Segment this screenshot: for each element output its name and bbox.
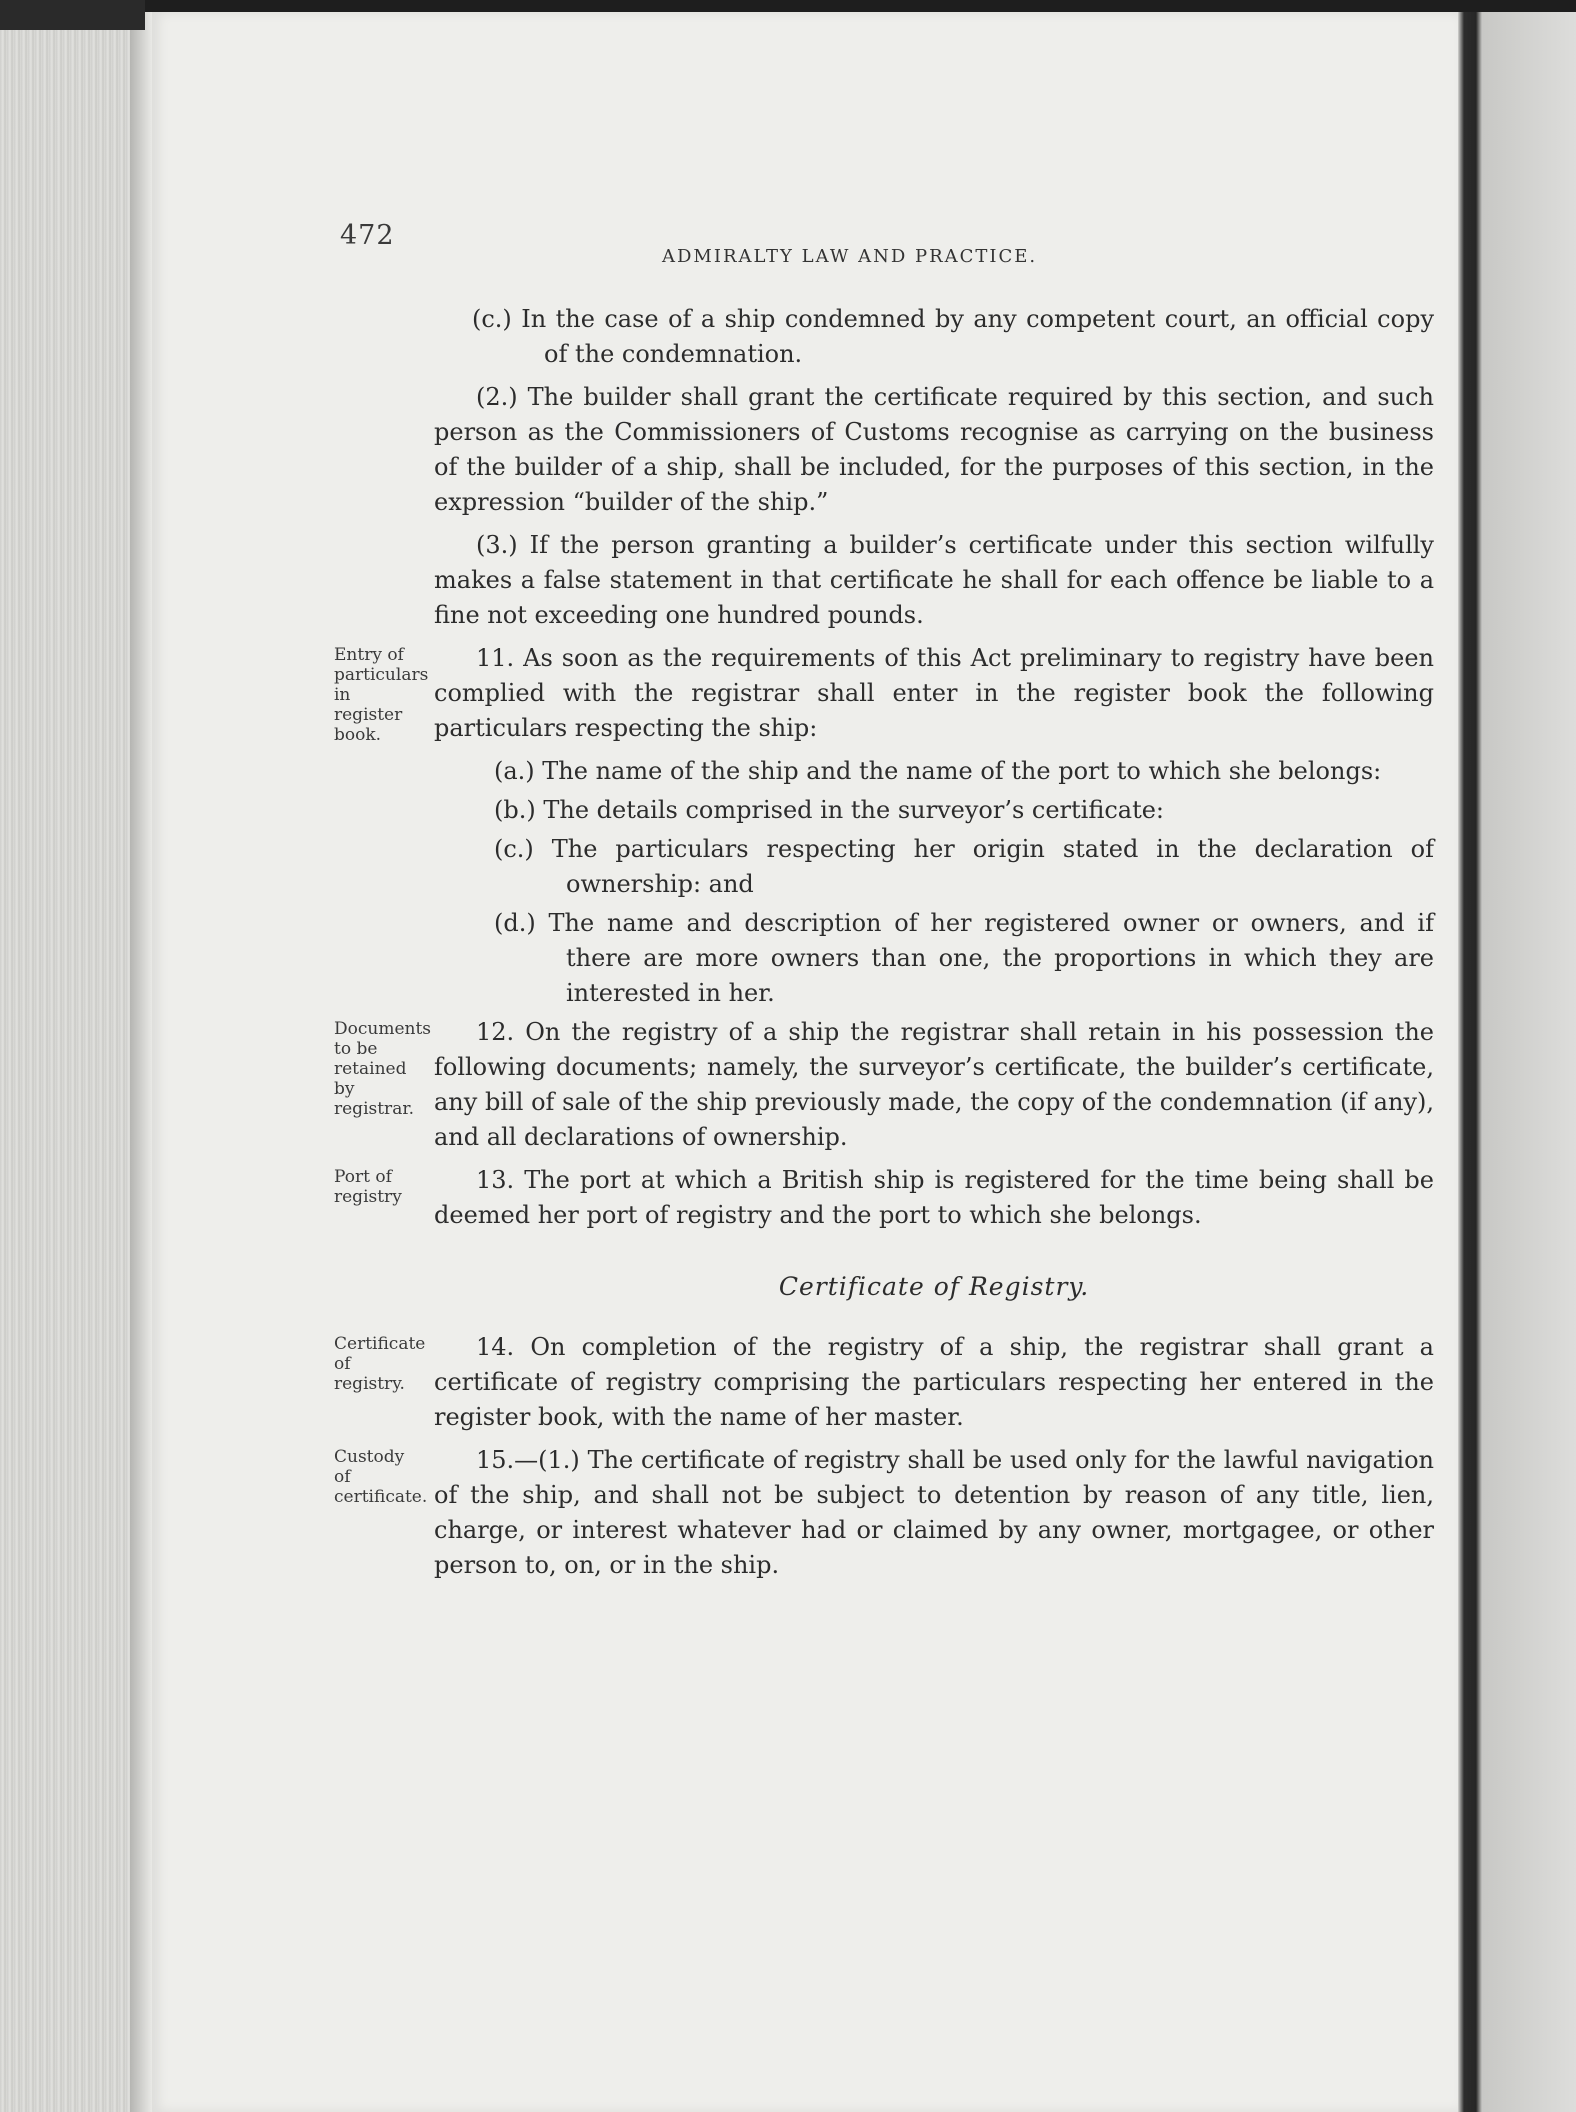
section-11 <box>334 641 1434 746</box>
marginal-note-11: Entry of particulars in register book. <box>334 645 429 745</box>
gutter-shadow <box>130 0 152 2112</box>
book-page <box>152 12 1458 2112</box>
scan-top-border <box>0 0 1576 12</box>
subsection-2-builder: (2.) The builder shall grant the certificate required by this section, and such person as the Commissioners of Customs recognise as carrying on the business of the builder of a ship, shall be included, for the purposes of this section, in the expression “builder of the ship.” <box>434 383 1434 516</box>
marginal-note-12: Documents to be retained by registrar. <box>334 1019 432 1119</box>
page-number: 472 <box>340 220 395 251</box>
page-body <box>334 302 1434 1591</box>
marginal-note-13: Port of registry <box>334 1167 402 1207</box>
subsection-3-false-statement: (3.) If the person granting a builder’s certificate under this section wilfully makes a false statement in that certificate he shall for each offence be liable to a fine not exceeding one hundred pounds. <box>434 531 1434 629</box>
facing-page-edge <box>1458 0 1576 2112</box>
section-15 <box>334 1443 1434 1583</box>
section-11-item-c: (c.) The particulars respecting her origin stated in the declaration of ownership: and <box>494 835 1434 898</box>
section-15-text: 15.—(1.) The certificate of registry shall be used only for the lawful navigation of the ship, and shall not be subject to detention by reason of any title, lien, charge, or interest whatever had or claimed by any owner, mortgagee, or other person to, on, or in the ship. <box>434 1446 1434 1579</box>
section-11-item-a: (a.) The name of the ship and the name of the port to which she belongs: <box>494 757 1382 785</box>
running-head: ADMIRALTY LAW AND PRACTICE. <box>662 246 1038 267</box>
section-13 <box>334 1163 1434 1233</box>
section-11-item-d: (d.) The name and description of her registered owner or owners, and if there are more owners than one, the proportions in which they are interested in her. <box>494 909 1434 1007</box>
page-edge-stack <box>0 0 150 2112</box>
clause-c-condemnation: (c.) In the case of a ship condemned by any competent court, an official copy of the condemnation. <box>472 305 1434 368</box>
marginal-note-14: Certificate of registry. <box>334 1334 426 1394</box>
section-12-text: 12. On the registry of a ship the registrar shall retain in his possession the following documents; namely, the surveyor’s certificate, the builder’s certificate, any bill of sale of the ship previously made, the copy of the condemnation (if any), and all declarations of ownership. <box>434 1018 1434 1151</box>
section-11-text: 11. As soon as the requirements of this Act preliminary to registry have been complied with the registrar shall enter in the register book the following particulars respecting the ship: <box>434 644 1434 742</box>
section-heading: Certificate of Registry. <box>778 1272 1090 1301</box>
marginal-note-15: Custody of certificate. <box>334 1447 428 1507</box>
scan-corner-mark <box>0 0 145 30</box>
section-14-text: 14. On completion of the registry of a ship, the registrar shall grant a certificate of registry comprising the particulars respecting her entered in the register book, with the name of her master. <box>434 1333 1434 1431</box>
section-12 <box>334 1015 1434 1155</box>
section-14 <box>334 1330 1434 1435</box>
page-content <box>152 12 1458 2112</box>
section-13-text: 13. The port at which a British ship is registered for the time being shall be deemed her port of registry and the port to which she belongs. <box>434 1166 1434 1229</box>
section-11-item-b: (b.) The details comprised in the surveyor’s certificate: <box>494 796 1165 824</box>
